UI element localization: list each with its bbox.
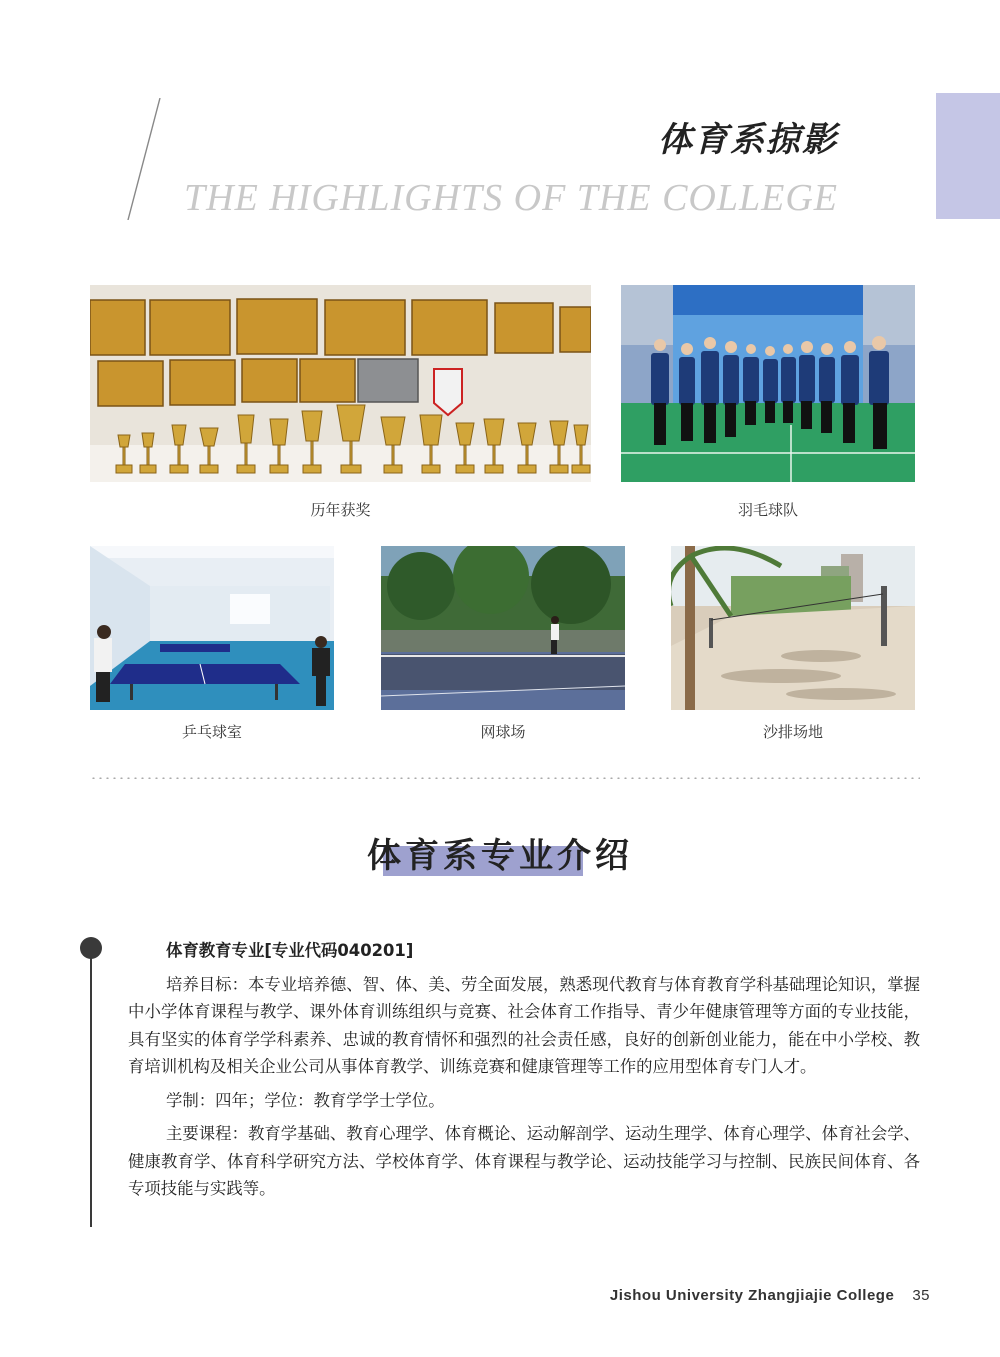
major-courses: 主要课程：教育学基础、教育心理学、体育概论、运动解剖学、运动生理学、体育心理学、体育社会学、健康教育学、体育科学研究方法、学校体育学、体育课程与教学论、运动技能学习与控制、民族民间体育、各专项技能与实践等。	[128, 1124, 920, 1198]
bullet-line	[90, 955, 92, 1227]
caption-volleyball: 沙排场地	[762, 723, 823, 741]
side-tab-block	[936, 93, 1000, 219]
caption-awards: 历年获奖	[310, 501, 371, 519]
tennis-photo	[381, 546, 625, 710]
page-title-en: THE HIGHLIGHTS OF THE COLLEGE	[184, 177, 838, 219]
major-duration: 学制：四年；学位：教育学学士学位。	[166, 1090, 445, 1110]
major-goal: 培养目标：本专业培养德、智、体、美、劳全面发展，熟悉现代教育与体育教育学科基础理论知识，掌握中小学体育课程与教学、课外体育训练组织与竞赛、社会体育工作指导、青少年健康管理等方面的专业技能，具有坚实的体育学学科素养、忠诚的教育情怀和强烈的社会责任感，良好的创新创业能力，能在中小学校、教育培训机构及相关企业公司从事体育教学、训练竞赛和健康管理等工作的应用型体育专门人才。	[128, 974, 920, 1076]
pingpong-photo	[90, 546, 334, 710]
awards-photo	[90, 285, 591, 482]
caption-badminton: 羽毛球队	[737, 501, 798, 519]
volleyball-photo	[671, 546, 915, 710]
decorative-slash	[126, 98, 162, 220]
page-number: 35	[912, 1287, 930, 1304]
footer-college: Jishou University Zhangjiajie College	[609, 1287, 895, 1304]
major-name: 体育教育专业[专业代码040201]	[166, 941, 414, 960]
caption-pingpong: 乒乓球室	[181, 723, 242, 741]
badminton-photo	[621, 285, 915, 482]
major-description	[128, 937, 920, 1209]
caption-tennis: 网球场	[480, 723, 526, 741]
section-title: 体育系专业介绍	[367, 836, 633, 876]
footer	[610, 1287, 930, 1304]
page-title-cn: 体育系掠影	[658, 120, 838, 160]
dotted-divider	[90, 777, 920, 779]
